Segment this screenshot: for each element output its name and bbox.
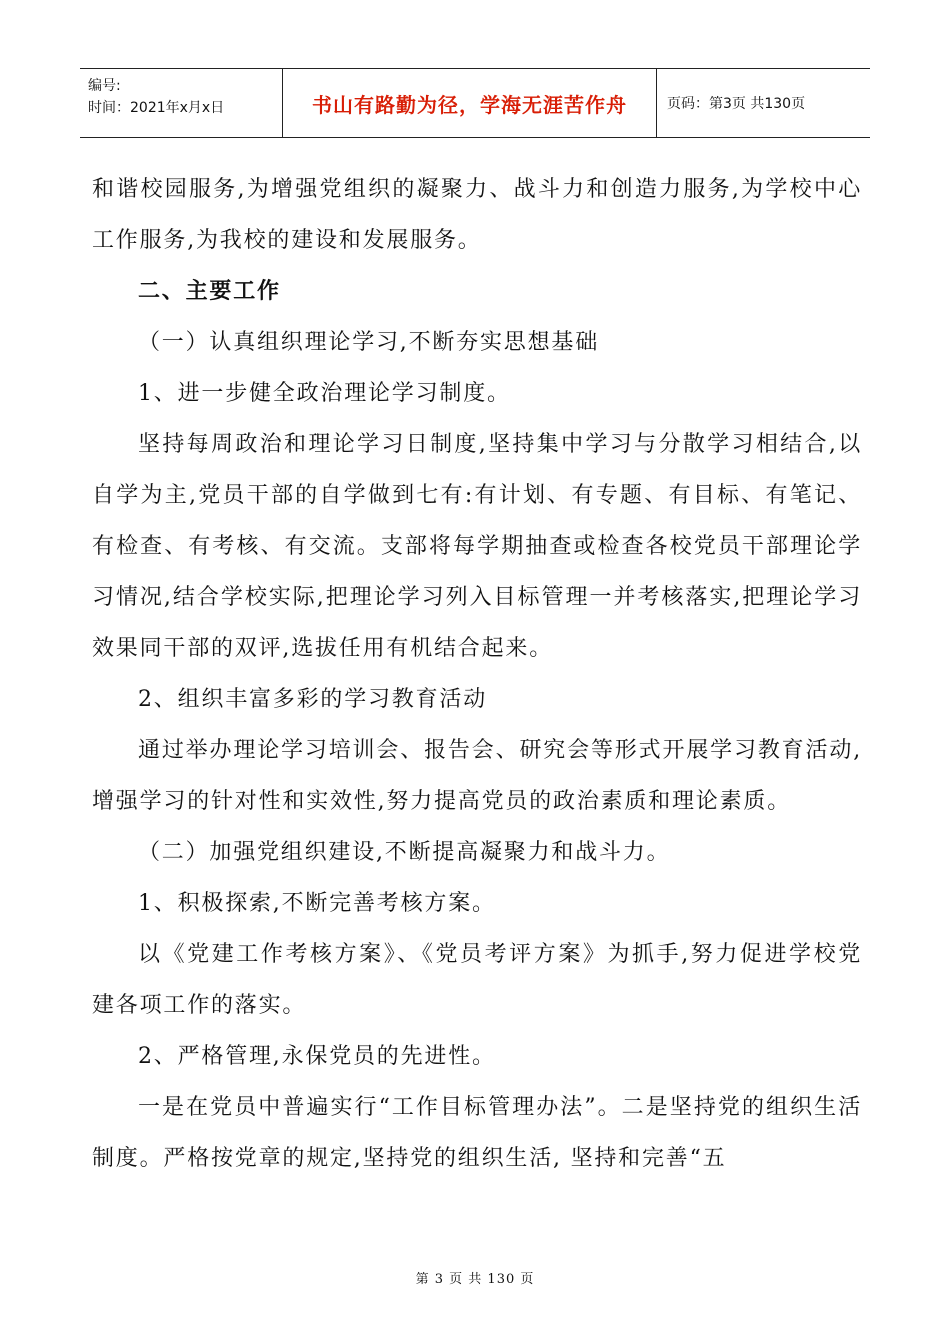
item-heading: 1、进一步健全政治理论学习制度。 (138, 381, 511, 406)
document-number-label: 编号: (88, 78, 121, 94)
body-paragraph: 和谐校园服务,为增强党组织的凝聚力、战斗力和创造力服务,为学校中心工作服务,为我校的建设和发展服务。 (92, 177, 862, 253)
header-slogan: 书山有路勤为径，学海无涯苦作舟 (283, 69, 657, 137)
item-heading: 1、积极探索,不断完善考核方案。 (138, 891, 496, 916)
item-heading: 2、严格管理,永保党员的先进性。 (138, 1044, 496, 1069)
subsection-heading: （二）加强党组织建设,不断提高凝聚力和战斗力。 (138, 840, 671, 865)
body-paragraph: 坚持每周政治和理论学习日制度,坚持集中学习与分散学习相结合,以自学为主,党员干部的自学做到七有:有计划、有专题、有目标、有笔记、有检查、有考核、有交流。支部将每学期抽查或检查各校党员干部理论学习情况,结合学校实际,把理论学习列入目标管理一并考核落实,把理论学习效果同干部的双评,选拔任用有机结合起来。 (92, 432, 862, 661)
body-paragraph: 通过举办理论学习培训会、报告会、研究会等形式开展学习教育活动,增强学习的针对性和实效性,努力提高党员的政治素质和理论素质。 (92, 738, 862, 814)
header-page-info: 页码：第3页 共130页 (667, 96, 806, 112)
page-footer: 第 3 页 共 130 页 (415, 1272, 535, 1287)
document-body (92, 164, 862, 1184)
item-heading: 2、组织丰富多彩的学习教育活动 (138, 687, 487, 712)
section-heading: 二、主要工作 (138, 278, 281, 304)
page-header (80, 68, 870, 138)
document-time-label: 时间：2021年x月x日 (88, 100, 225, 116)
body-paragraph: 一是在党员中普遍实行“工作目标管理办法”。二是坚持党的组织生活制度。严格按党章的规定,坚持党的组织生活, 坚持和完善“五 (92, 1095, 862, 1171)
header-meta (80, 69, 283, 137)
subsection-heading: （一）认真组织理论学习,不断夯实思想基础 (138, 330, 599, 355)
body-paragraph: 以《党建工作考核方案》、《党员考评方案》为抓手,努力促进学校党建各项工作的落实。 (92, 942, 862, 1018)
